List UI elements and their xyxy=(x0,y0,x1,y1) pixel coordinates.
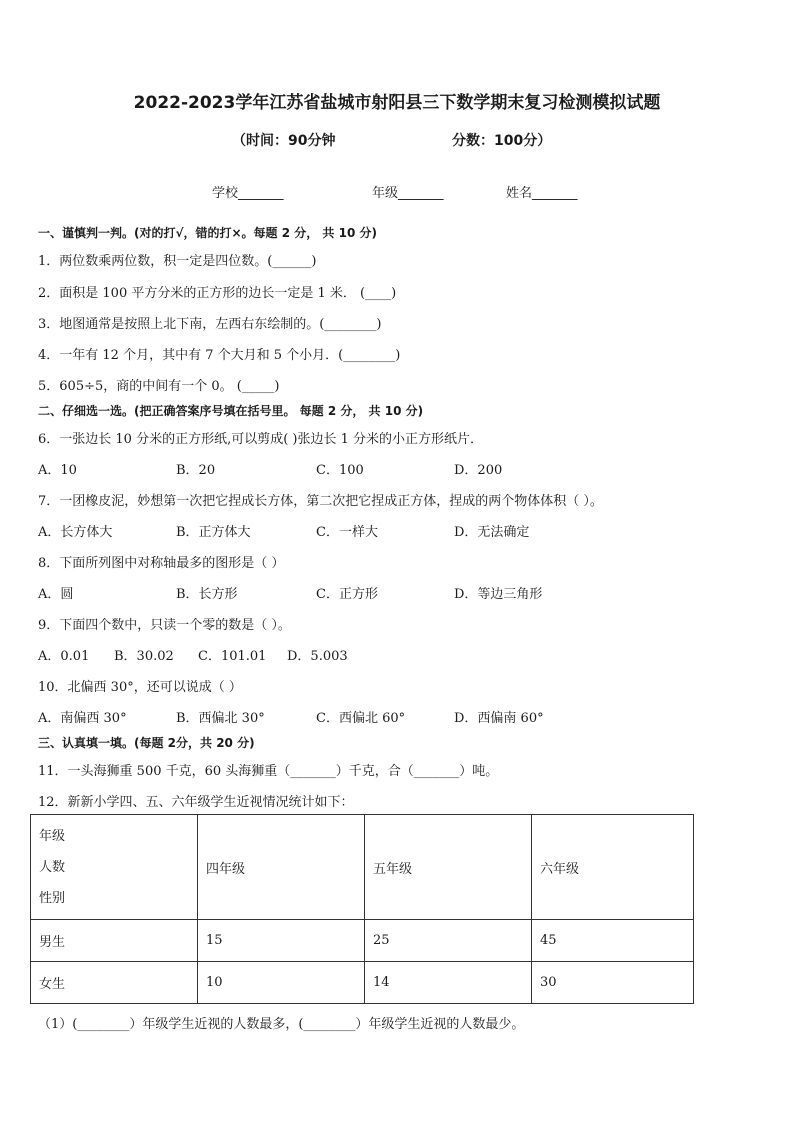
question-11: 11．一头海狮重 500 千克，60 头海狮重（_______）千克，合（_______）吨。 xyxy=(38,764,499,779)
question-6: 6．一张边长 10 分米的正方形纸,可以剪成( )张边长 1 分米的小正方形纸片． xyxy=(38,432,484,447)
row-label: 男生 xyxy=(31,920,198,962)
q10-option-b: B．西偏北 30° xyxy=(176,711,265,726)
q10-option-c: C．西偏北 60° xyxy=(316,711,406,726)
time-label: （时间：90分钟 xyxy=(232,133,336,149)
vision-stats-table xyxy=(30,814,694,1004)
table-cell: 30 xyxy=(532,962,694,1004)
question-8: 8．下面所列图中对称轴最多的图形是（ ） xyxy=(38,556,285,571)
question-1: 1．两位数乘两位数，积一定是四位数。(______) xyxy=(38,254,317,269)
column-header: 五年级 xyxy=(365,815,532,920)
q7-option-d: D．无法确定 xyxy=(454,525,530,540)
table-cell: 14 xyxy=(365,962,532,1004)
question-7: 7．一团橡皮泥，妙想第一次把它捏成长方体，第二次把它捏成正方体，捏成的两个物体体积（ ）。 xyxy=(38,494,603,509)
q9-option-a: A．0.01 xyxy=(38,649,90,664)
table-cell: 10 xyxy=(198,962,365,1004)
corner-label-count: 人数 xyxy=(39,859,66,875)
section-heading-fill: 三、认真填一填。(每题 2分，共 20 分) xyxy=(38,736,255,750)
q7-option-b: B．正方体大 xyxy=(176,525,251,540)
question-5: 5．605÷5，商的中间有一个 0。 (_____) xyxy=(38,379,280,394)
q10-option-d: D．西偏南 60° xyxy=(454,711,544,726)
table-header-row xyxy=(31,815,694,920)
column-header: 四年级 xyxy=(198,815,365,920)
q7-option-a: A．长方体大 xyxy=(38,525,113,540)
table-cell: 45 xyxy=(532,920,694,962)
q8-option-b: B．长方形 xyxy=(176,587,238,602)
page-title: 2022-2023学年江苏省盐城市射阳县三下数学期末复习检测模拟试题 xyxy=(133,93,661,113)
question-12: 12．新新小学四、五、六年级学生近视情况统计如下： xyxy=(38,795,354,810)
question-9: 9．下面四个数中，只读一个零的数是（ ）。 xyxy=(38,618,291,633)
q6-option-d: D．200 xyxy=(454,463,503,478)
table-cell: 15 xyxy=(198,920,365,962)
table-row xyxy=(31,962,694,1004)
q8-option-a: A．圆 xyxy=(38,587,74,602)
column-header: 六年级 xyxy=(532,815,694,920)
question-4: 4．一年有 12 个月，其中有 7 个大月和 5 个小月．(________) xyxy=(38,348,401,363)
section-heading-choice: 二、仔细选一选。(把正确答案序号填在括号里。 每题 2 分， 共 10 分) xyxy=(38,404,424,418)
name-field: 姓名_______ xyxy=(506,186,578,201)
q9-option-b: B．30.02 xyxy=(114,649,174,664)
q8-option-d: D．等边三角形 xyxy=(454,587,543,602)
question-2: 2．面积是 100 平方分米的正方形的边长一定是 1 米． (____) xyxy=(38,286,397,301)
section-heading-judge: 一、谨慎判一判。(对的打√，错的打×。每题 2 分， 共 10 分) xyxy=(38,226,377,240)
grade-field: 年级_______ xyxy=(372,186,444,201)
q10-option-a: A．南偏西 30° xyxy=(38,711,127,726)
table-corner-cell xyxy=(31,815,198,920)
q6-option-a: A．10 xyxy=(38,463,77,478)
q6-option-c: C．100 xyxy=(316,463,364,478)
question-10: 10．北偏西 30°，还可以说成（ ） xyxy=(38,680,242,695)
q9-option-d: D．5.003 xyxy=(287,649,348,664)
corner-label-grade: 年级 xyxy=(39,828,66,844)
row-label: 女生 xyxy=(31,962,198,1004)
q6-option-b: B．20 xyxy=(176,463,216,478)
score-label: 分数：100分） xyxy=(452,133,552,149)
question-3: 3．地图通常是按照上北下南，左西右东绘制的。(________) xyxy=(38,317,382,332)
table-cell: 25 xyxy=(365,920,532,962)
question-12-part-1: （1）(________）年级学生近视的人数最多，(________）年级学生近视的人数最少。 xyxy=(38,1017,525,1032)
corner-label-gender: 性别 xyxy=(39,890,66,906)
q9-option-c: C．101.01 xyxy=(198,649,267,664)
q8-option-c: C．正方形 xyxy=(316,587,378,602)
school-field: 学校_______ xyxy=(212,186,284,201)
table-row xyxy=(31,920,694,962)
q7-option-c: C．一样大 xyxy=(316,525,378,540)
